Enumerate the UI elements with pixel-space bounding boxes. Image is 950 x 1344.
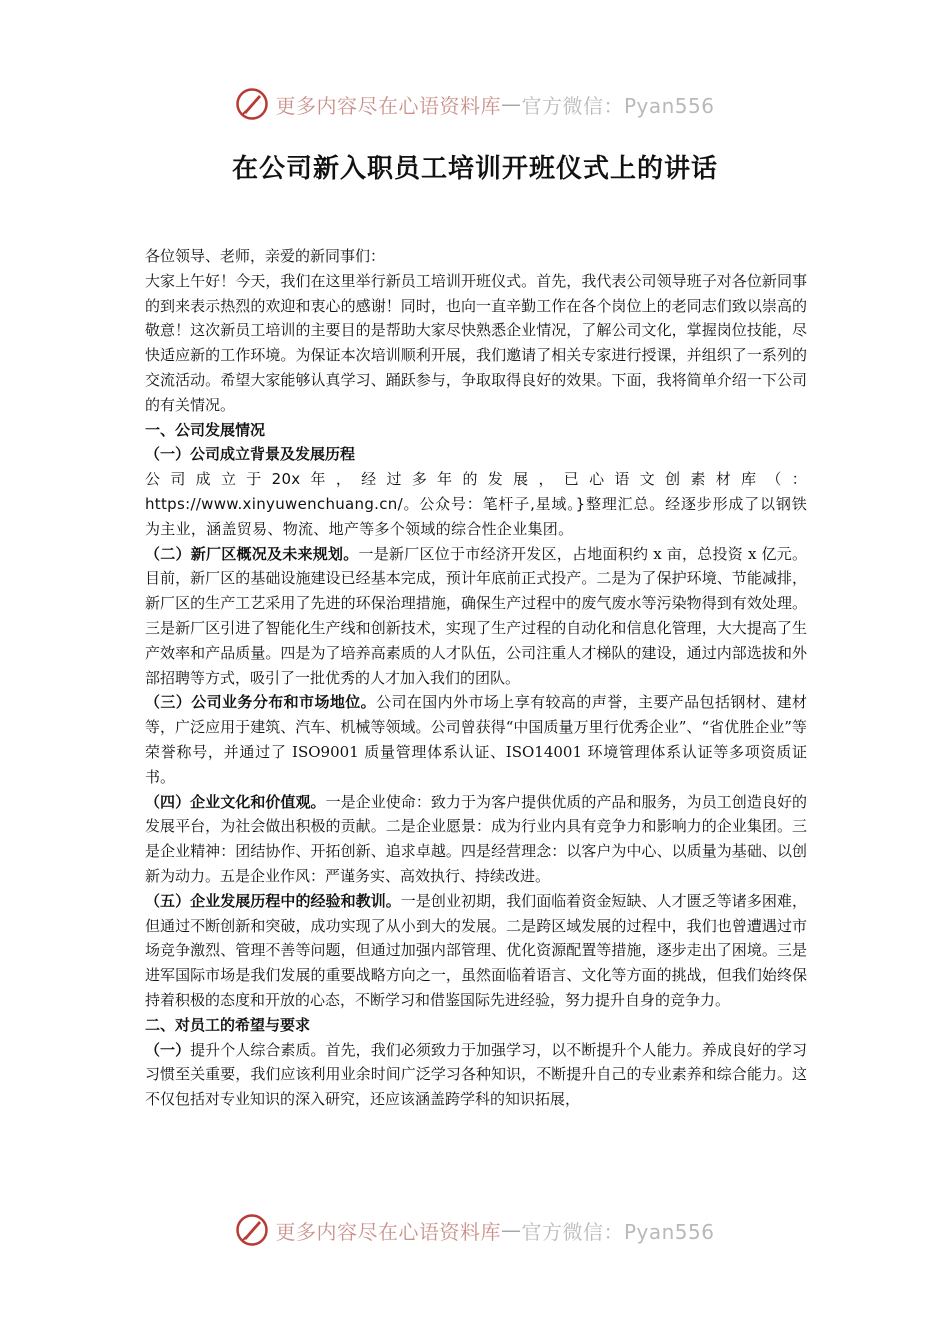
page-title: 在公司新入职员工培训开班仪式上的讲话 <box>231 154 718 184</box>
section-heading-1: 一、公司发展情况 <box>145 420 266 439</box>
footer-banner <box>0 1208 950 1252</box>
subsection-body-2: 一是新厂区位于市经济开发区，占地面积约 x 亩，总投资 x 亿元。目前，新厂区的基础设施建设已经基本完成，预计年底前正式投产。二是为了保护环境、节能减排，新厂区的生产工艺采用了先进的环保治理措施，确保生产过程中的废气废水等污染物得到有效处理。三是新厂区引进了智能化生产线和创新技术，实现了生产过程的自动化和信息化管理，大大提高了生产效率和产品质量。四是为了培养高素质的人才队伍，公司注重人才梯队的建设，通过内部选拔和外部招聘等方式，吸引了一批优秀的人才加入我们的团队。 <box>145 544 807 687</box>
subsection-paragraph-2 <box>145 542 807 691</box>
subsection-body-3: 公司在国内外市场上享有较高的声誉，主要产品包括钢材、建材等，广泛应用于建筑、汽车、机械等领域。公司曾获得“中国质量万里行优秀企业”、“省优胜企业”等荣誉称号，并通过了 ISO9001 质量管理体系认证、ISO14001 环境管理体系认证等多项资质证书。 <box>145 693 807 786</box>
quill-logo-icon <box>235 1213 269 1247</box>
subsection-body-4: 一是企业使命：致力于为客户提供优质的产品和服务，为员工创造良好的发展平台，为社会做出积极的贡献。二是企业愿景：成为行业内具有竞争力和影响力的企业集团。三是企业精神：团结协作、开拓创新、追求卓越。四是经营理念：以客户为中心、以质量为基础、以创新为动力。五是企业作风：严谨务实、高效执行、持续改进。 <box>145 792 807 885</box>
banner-separator: — <box>500 1218 522 1242</box>
expectation-heading-1: （一） <box>145 1040 191 1059</box>
subsection-body-1: 公司成立于20x年，经过多年的发展，已心语文创素材库（：https://www.xinyuwenchuang.cn/。公众号：笔杆子,星域。}整理汇总。经逐步形成了以钢铁为主业，涵盖贸易、物流、地产等多个领域的综合性企业集团。 <box>145 470 807 538</box>
subsection-heading-4: （四）企业文化和价值观。 <box>145 792 326 811</box>
quill-logo-icon <box>235 87 269 121</box>
intro-paragraph: 大家上午好！今天，我们在这里举行新员工培训开班仪式。首先，我代表公司领导班子对各位新同事的到来表示热烈的欢迎和衷心的感谢！同时，也向一直辛勤工作在各个岗位上的老同志们致以崇高的敬意！这次新员工培训的主要目的是帮助大家尽快熟悉企业情况，了解公司文化，掌握岗位技能，尽快适应新的工作环境。为保证本次培训顺利开展，我们邀请了相关专家进行授课，并组织了一系列的交流活动。希望大家能够认真学习、踊跃参与，争取取得良好的效果。下面，我将简单介绍一下公司的有关情况。 <box>145 271 807 414</box>
header-banner <box>0 82 950 126</box>
document-body <box>145 244 807 1112</box>
banner-main-text: 更多内容尽在心语资料库 <box>275 1219 501 1244</box>
subsection-heading-3: （三）公司业务分布和市场地位。 <box>145 693 377 712</box>
banner-separator: — <box>500 92 522 116</box>
subsection-body-5: 一是创业初期，我们面临着资金短缺、人才匮乏等诸多困难，但通过不断创新和突破，成功实现了从小到大的发展。二是跨区域发展的过程中，我们也曾遭遇过市场竞争激烈、管理不善等问题，但通过加强内部管理、优化资源配置等措施，逐步走出了困境。三是进军国际市场是我们发展的重要战略方向之一，虽然面临着语言、文化等方面的挑战，但我们始终保持着积极的态度和开放的心态，不断学习和借鉴国际先进经验，努力提升自身的竞争力。 <box>145 891 807 1009</box>
banner-wechat-text: 官方微信：Pyan556 <box>521 93 715 118</box>
subsection-paragraph-4 <box>145 790 807 889</box>
banner-wechat-text: 官方微信：Pyan556 <box>521 1219 715 1244</box>
expectation-paragraph-1 <box>145 1038 807 1112</box>
subsection-paragraph-5 <box>145 889 807 1013</box>
subsection-heading-2: （二）新厂区概况及未来规划。 <box>145 544 359 563</box>
subsection-heading-1: （一）公司成立背景及发展历程 <box>145 445 356 464</box>
greeting-paragraph: 各位领导、老师，亲爱的新同事们： <box>145 247 386 265</box>
banner-main-text: 更多内容尽在心语资料库 <box>275 93 501 118</box>
subsection-paragraph-3 <box>145 690 807 789</box>
section-heading-2: 二、对员工的希望与要求 <box>145 1015 311 1034</box>
expectation-body-1: 提升个人综合素质。首先，我们必须致力于加强学习，以不断提升个人能力。养成良好的学习习惯至关重要，我们应该利用业余时间广泛学习各种知识，不断提升自己的专业素养和综合能力。这不仅包括对专业知识的深入研究，还应该涵盖跨学科的知识拓展， <box>145 1040 807 1109</box>
subsection-heading-5: （五）企业发展历程中的经验和教训。 <box>145 891 401 910</box>
